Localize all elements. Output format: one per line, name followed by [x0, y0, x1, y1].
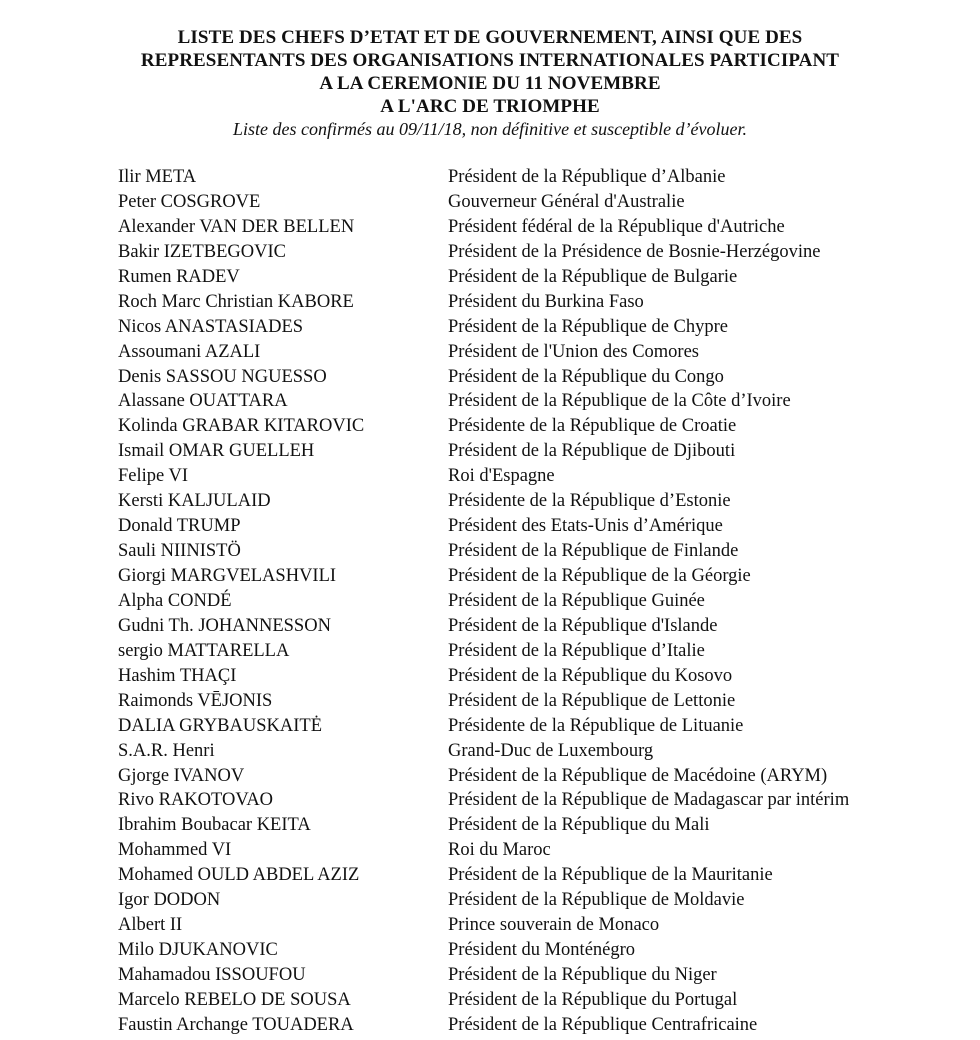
title-line-2: REPRESENTANTS DES ORGANISATIONS INTERNATIONALES PARTICIPANT — [140, 50, 840, 71]
participant-role: Président du Monténégro — [448, 940, 636, 961]
participant-name: Milo DJUKANOVIC — [118, 940, 278, 961]
participant-name: Albert II — [118, 915, 183, 936]
list-item — [118, 340, 918, 365]
list-item — [118, 265, 918, 290]
participant-name: DALIA GRYBAUSKAITĖ — [118, 715, 323, 736]
participant-role: Président de la République du Portugal — [448, 989, 738, 1010]
list-item — [118, 165, 918, 190]
list-item — [118, 988, 918, 1013]
list-item — [118, 813, 918, 838]
list-item — [118, 464, 918, 489]
participant-name: Mahamadou ISSOUFOU — [118, 965, 306, 985]
participant-role: Président de la République Guinée — [448, 590, 705, 611]
list-item — [118, 938, 918, 963]
title-line-3: A LA CEREMONIE DU 11 NOVEMBRE — [319, 73, 661, 94]
title-line-4: A L'ARC DE TRIOMPHE — [380, 96, 600, 117]
participant-name: Sauli NIINISTÖ — [118, 541, 241, 562]
participant-role: Grand-Duc de Luxembourg — [448, 740, 654, 761]
list-item — [118, 888, 918, 913]
participant-role: Présidente de la République de Lituanie — [448, 715, 744, 736]
participant-role: Président de la République d’Italie — [448, 640, 705, 661]
list-item — [118, 714, 918, 739]
document-subtitle: Liste des confirmés au 09/11/18, non définitive et susceptible d’évoluer. — [232, 119, 748, 139]
title-line-1: LISTE DES CHEFS D’ETAT ET DE GOUVERNEMENT, AINSI QUE DES — [177, 27, 803, 48]
participant-role: Président de l'Union des Comores — [448, 341, 699, 362]
participant-list — [118, 165, 918, 1038]
list-item — [118, 414, 918, 439]
list-item — [118, 764, 918, 789]
list-item — [118, 963, 918, 988]
list-item — [118, 863, 918, 888]
participant-name: Felipe VI — [118, 466, 189, 487]
participant-role: Président de la République de Moldavie — [448, 890, 745, 911]
participant-name: Ibrahim Boubacar KEITA — [118, 815, 311, 836]
participant-role: Président de la République du Niger — [448, 965, 717, 985]
participant-role: Président de la République de la Côte d’Ivoire — [448, 391, 791, 412]
participant-name: Giorgi MARGVELASHVILI — [118, 566, 337, 586]
list-item — [118, 564, 918, 589]
participant-name: Rivo RAKOTOVAO — [118, 790, 274, 811]
participant-role: Président de la République du Kosovo — [448, 665, 733, 686]
participant-name: Donald TRUMP — [118, 516, 241, 537]
participant-name: Gudni Th. JOHANNESSON — [118, 615, 331, 636]
participant-role: Président de la République d’Albanie — [448, 167, 726, 187]
participant-name: Hashim THAÇI — [118, 665, 237, 686]
participant-role: Président de la République du Mali — [448, 815, 710, 836]
list-item — [118, 389, 918, 414]
list-item — [118, 539, 918, 564]
participant-name: Kolinda GRABAR KITAROVIC — [118, 416, 365, 437]
list-item — [118, 664, 918, 689]
participant-role: Président de la République de Macédoine (ARYM) — [448, 765, 828, 786]
participant-name: Igor DODON — [118, 890, 221, 911]
participant-name: sergio MATTARELLA — [118, 640, 290, 661]
list-item — [118, 739, 918, 764]
participant-name: Rumen RADEV — [118, 266, 240, 287]
participant-name: Mohammed VI — [118, 840, 232, 861]
list-item — [118, 240, 918, 265]
participant-role: Président de la République du Congo — [448, 366, 724, 387]
participant-role: Présidente de la République de Croatie — [448, 416, 737, 437]
participant-name: Roch Marc Christian KABORE — [118, 291, 354, 312]
participant-role: Président de la République de la Géorgie — [448, 566, 751, 586]
list-item — [118, 514, 918, 539]
participant-name: Faustin Archange TOUADERA — [118, 1014, 354, 1035]
participant-role: Président de la République de Djibouti — [448, 441, 736, 462]
participant-name: Alassane OUATTARA — [118, 391, 288, 412]
participant-role: Gouverneur Général d'Australie — [448, 191, 685, 212]
participant-role: Président de la République de Chypre — [448, 316, 729, 337]
list-item — [118, 913, 918, 938]
participant-name: Kersti KALJULAID — [118, 491, 271, 512]
list-item — [118, 788, 918, 813]
participant-role: Président fédéral de la République d'Autriche — [448, 216, 785, 237]
participant-name: Raimonds VĒJONIS — [118, 690, 273, 711]
participant-name: Gjorge IVANOV — [118, 765, 245, 786]
participant-name: Peter COSGROVE — [118, 191, 261, 212]
document-header — [0, 26, 980, 140]
participant-role: Président de la République d'Islande — [448, 615, 718, 636]
participant-role: Président de la Présidence de Bosnie-Herzégovine — [448, 241, 821, 262]
participant-role: Président des Etats-Unis d’Amérique — [448, 516, 723, 537]
list-item — [118, 639, 918, 664]
list-item — [118, 838, 918, 863]
participant-role: Président de la République de Madagascar par intérim — [448, 790, 850, 811]
participant-name: Ismail OMAR GUELLEH — [118, 441, 315, 462]
participant-role: Président de la République de Lettonie — [448, 690, 736, 711]
participant-name: Ilir META — [118, 167, 197, 187]
list-item — [118, 365, 918, 390]
participant-role: Roi d'Espagne — [448, 466, 555, 487]
participant-role: Président de la République de Bulgarie — [448, 266, 738, 287]
list-item — [118, 290, 918, 315]
list-item — [118, 315, 918, 340]
list-item — [118, 190, 918, 215]
list-item — [118, 489, 918, 514]
participant-name: Bakir IZETBEGOVIC — [118, 241, 287, 262]
participant-name: S.A.R. Henri — [118, 740, 215, 761]
participant-name: Alpha CONDÉ — [118, 590, 232, 611]
list-item — [118, 589, 918, 614]
participant-role: Président de la République Centrafricaine — [448, 1014, 758, 1035]
participant-role: Présidente de la République d’Estonie — [448, 491, 731, 512]
participant-role: Président du Burkina Faso — [448, 291, 644, 312]
participant-name: Denis SASSOU NGUESSO — [118, 366, 327, 387]
participant-role: Prince souverain de Monaco — [448, 915, 660, 936]
participant-name: Marcelo REBELO DE SOUSA — [118, 989, 351, 1010]
participant-name: Nicos ANASTASIADES — [118, 316, 304, 337]
list-item — [118, 1013, 918, 1038]
participant-name: Assoumani AZALI — [118, 341, 261, 362]
participant-role: Président de la République de Finlande — [448, 541, 739, 562]
participant-name: Alexander VAN DER BELLEN — [118, 216, 355, 237]
list-item — [118, 614, 918, 639]
list-item — [118, 215, 918, 240]
participant-role: Roi du Maroc — [448, 840, 551, 861]
list-item — [118, 689, 918, 714]
list-item — [118, 439, 918, 464]
participant-role: Président de la République de la Mauritanie — [448, 865, 773, 886]
participant-name: Mohamed OULD ABDEL AZIZ — [118, 865, 360, 886]
